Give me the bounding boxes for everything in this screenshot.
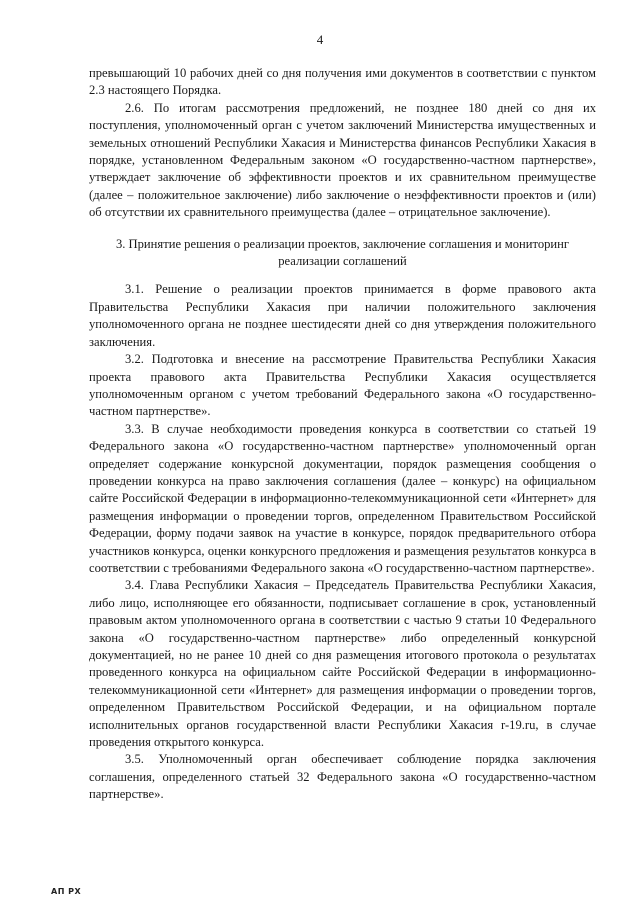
paragraph-continuation: превышающий 10 рабочих дней со дня получения ими документов в соответствии с пунктом 2.3 настоящего Порядка. (89, 66, 596, 98)
paragraph-3-4: 3.4. Глава Республики Хакасия – Председатель Правительства Республики Хакасия, либо лицо, исполняющее его обязанности, подписывает соглашение в срок, установленный правовым актом уполномоченного органа в соответствии с частью 9 статьи 10 Федерального закона «О государственно-частном партнерстве» либо определенный конкурсной документацией, но не ранее 10 дней со дня размещения итогового протокола о результатах проведенного конкурса на официальном сайте Российской Федерации в информационно-телекоммуникационной сети «Интернет» для размещения информации о проведении торгов, определенном Правительством Российской Федерации, и на официальном портале исполнительных органов государственной власти Республики Хакасия r-19.ru, в случае проведения открытого конкурса. (89, 578, 596, 750)
paragraph-3-5: 3.5. Уполномоченный орган обеспечивает соблюдение порядка заключения соглашения, определенного статьей 32 Федерального закона «О государственно-частном партнерстве». (89, 752, 596, 802)
footer-stamp: АП РХ (51, 887, 82, 896)
paragraph-2-6: 2.6. По итогам рассмотрения предложений, не позднее 180 дней со дня их поступления, уполномоченный орган с учетом заключений Министерства имущественных и земельных отношений Республики Хакасия и Министерства финансов Республики Хакасия в порядке, установленном Федеральным законом «О государственно-частном партнерстве», утверждает заключение об эффективности проектов и их сравнительном преимуществе (далее – положительное заключение) либо заключение о неэффективности проектов и (или) об отсутствии их сравнительного преимущества (далее – отрицательное заключение). (89, 100, 596, 220)
paragraph-3-3: 3.3. В случае необходимости проведения конкурса в соответствии со статьей 19 Федерального закона «О государственно-частном партнерстве» уполномоченный орган определяет содержание конкурсной документации, порядок размещения сообщения о проведении конкурса на право заключения соглашения (далее – конкурс) на официальном сайте Российской Федерации в информационно-телекоммуникационной сети «Интернет» для размещения информации о проведении торгов, определенном Правительством Российской Федерации, форму подачи заявок на участие в конкурсе, порядок предварительного отбора участников конкурса, оценки конкурсного предложения и размещения результатов конкурса в соответствии с требованиями Федерального закона «О государственно-частном партнерстве». (89, 421, 596, 575)
section-heading-3: 3. Принятие решения о реализации проектов, заключение соглашения и мониторинг реализации соглашений (115, 236, 570, 269)
paragraph-3-2: 3.2. Подготовка и внесение на рассмотрение Правительства Республики Хакасия проекта правового акта Правительства Республики Хакасия осуществляется уполномоченным органом с учетом требований Федерального закона «О государственно-частном партнерстве». (89, 352, 596, 419)
paragraph-3-1: 3.1. Решение о реализации проектов принимается в форме правового акта Правительства Республики Хакасия при наличии положительного заключения уполномоченного органа не позднее шестидесяти дней со дня утверждения положительного заключения. (89, 282, 596, 349)
document-body (89, 65, 596, 804)
page-number: 4 (316, 32, 324, 47)
